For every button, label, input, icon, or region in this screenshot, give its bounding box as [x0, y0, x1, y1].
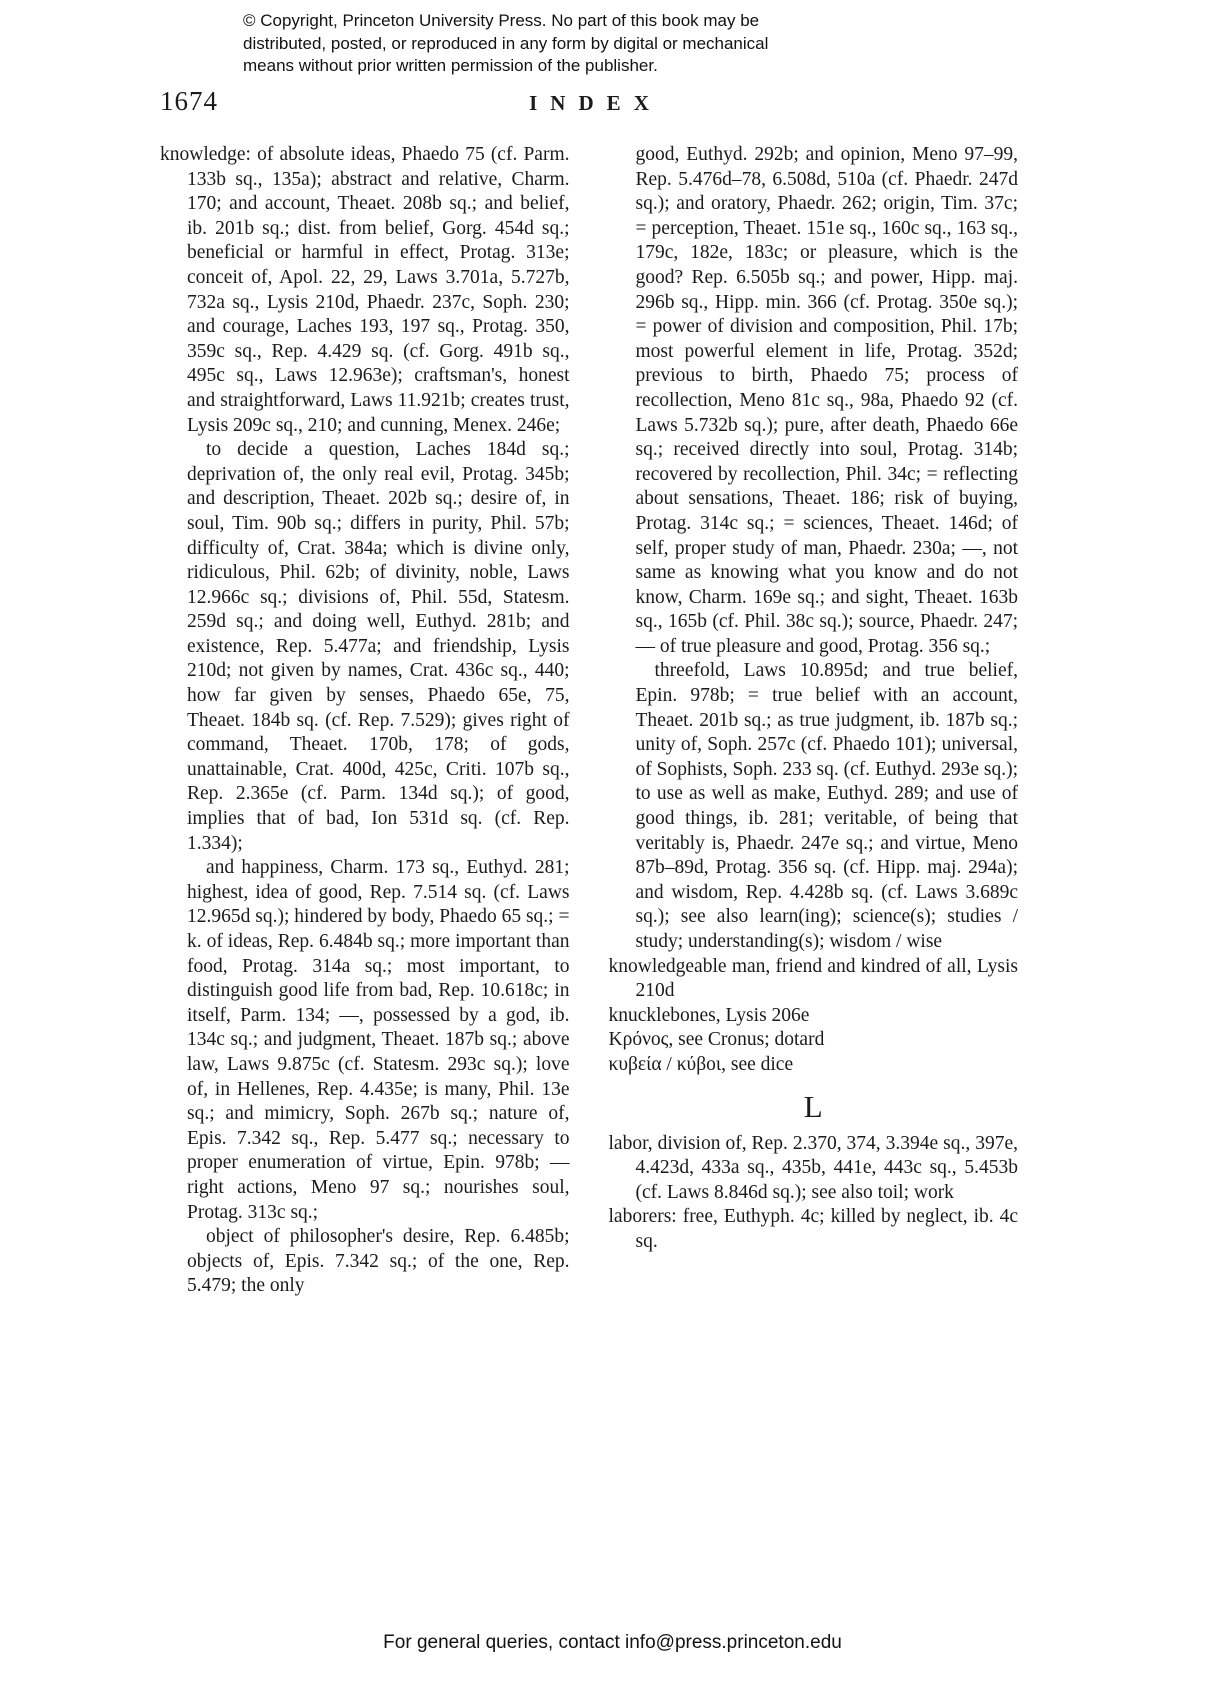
copyright-line: means without prior written permission of the publisher. [243, 56, 658, 75]
index-paragraph: and happiness, Charm. 173 sq., Euthyd. 281; highest, idea of good, Rep. 7.514 sq. (cf. Laws 12.965d sq.); hindered by body, Phaedo 65 sq.; = k. of ideas, Rep. 6.484b sq.; more important than food, Protag. 314a sq.; most important, to distinguish good life from bad, Rep. 10.618c; in itself, Parm. 134; —, possessed by a god, ib. 134c sq.; and judgment, Theaet. 187b sq.; above law, Laws 9.875c (cf. Statesm. 293c sq.); love of, in Hellenes, Rep. 4.435e; is many, Phil. 13e sq.; and mimicry, Soph. 267b sq.; nature of, Epis. 7.342 sq., Rep. 5.477 sq.; necessary to proper enumeration of virtue, Epin. 978b; — right actions, Meno 97 sq.; nourishes soul, Protag. 313c sq.; [187, 857, 570, 1223]
index-paragraph: Κρόνος, see Cronus; dotard [608, 1029, 825, 1051]
index-paragraph: κυβεία / κύβοι, see dice [608, 1053, 794, 1075]
index-paragraph: knowledgeable man, friend and kindred of all, Lysis 210d [608, 955, 1018, 1002]
index-columns [160, 143, 1018, 1299]
index-paragraph: laborers: free, Euthyph. 4c; killed by neglect, ib. 4c sq. [608, 1206, 1018, 1252]
copyright-line: © Copyright, Princeton University Press. No part of this book may be [243, 11, 760, 30]
page-header [160, 86, 1018, 126]
right-column [609, 143, 1019, 1299]
index-title: INDEX [529, 91, 662, 115]
index-paragraph: knucklebones, Lysis 206e [608, 1004, 810, 1026]
section-letter: L [803, 1088, 823, 1124]
index-paragraph: object of philosopher's desire, Rep. 6.485b; objects of, Epis. 7.342 sq.; of the one, Rep. 5.479; the only [187, 1226, 570, 1297]
left-column [160, 143, 570, 1299]
copyright-line: distributed, posted, or reproduced in any form by digital or mechanical [243, 33, 769, 53]
index-paragraph: threefold, Laws 10.895d; and true belief, Epin. 978b; = true belief with an account, Theaet. 201b sq.; as true judgment, ib. 187b sq.; unity of, Soph. 257c (cf. Phaedo 101); universal, of Sophists, Soph. 233 sq. (cf. Euthyd. 293e sq.); to use as well as make, Euthyd. 289; and use of good things, ib. 281; veritable, of being that veritably is, Phaedr. 247e sq.; and virtue, Meno 87b–89d, Protag. 356 sq. (cf. Hipp. maj. 294a); and wisdom, Rep. 4.428b sq. (cf. Laws 3.689c sq.); see also learn(ing); science(s); studies / study; understanding(s); wisdom / wise [635, 660, 1018, 952]
index-paragraph: good, Euthyd. 292b; and opinion, Meno 97–99, Rep. 5.476d–78, 6.508d, 510a (cf. Phaedr. 247d sq.); and oratory, Phaedr. 262; origin, Tim. 37c; = perception, Theaet. 151e sq., 160c sq., 163 sq., 179c, 182e, 183c; or pleasure, which is the good? Rep. 6.505b sq.; and power, Hipp. maj. 296b sq., Hipp. min. 366 (cf. Protag. 350e sq.); = power of division and composition, Phil. 17b; most powerful element in life, Protag. 352d; previous to birth, Phaedo 75; process of recollection, Meno 81c sq., 98a, Phaedo 92 (cf. Laws 5.732b sq.); pure, after death, Phaedo 66e sq.; received directly into soul, Protag. 314b; recovered by recollection, Phil. 34c; = reflecting about sensations, Theaet. 186; risk of buying, Protag. 314c sq.; = sciences, Theaet. 146d; of self, proper study of man, Phaedr. 230a; —, not same as knowing what you know and do not know, Charm. 169e sq.; and sight, Theaet. 163b sq., 165b (cf. Phil. 38c sq.); source, Phaedr. 247; — of true pleasure and good, Protag. 356 sq.; [635, 144, 1018, 657]
copyright-notice [243, 10, 903, 78]
footer-contact: For general queries, contact info@press.princeton.edu [383, 1632, 842, 1653]
index-paragraph: knowledge: of absolute ideas, Phaedo 75 (cf. Parm. 133b sq., 135a); abstract and relative, Charm. 170; and account, Theaet. 208b sq.; and belief, ib. 201b sq.; dist. from belief, Gorg. 454d sq.; beneficial or harmful in effect, Protag. 313e; conceit of, Apol. 22, 29, Laws 3.701a, 5.727b, 732a sq., Lysis 210d, Phaedr. 237c, Soph. 230; and courage, Laches 193, 197 sq., Protag. 350, 359c sq., Rep. 4.429 sq. (cf. Gorg. 491b sq., 495c sq., Laws 12.963e); craftsman's, honest and straightforward, Laws 11.921b; creates trust, Lysis 209c sq., 210; and cunning, Menex. 246e; [160, 144, 570, 436]
index-paragraph: to decide a question, Laches 184d sq.; deprivation of, the only real evil, Protag. 345b; and description, Theaet. 202b sq.; desire of, in soul, Tim. 90b sq.; differs in purity, Phil. 57b; difficulty of, Crat. 384a; which is divine only, ridiculous, Phil. 62b; of divinity, noble, Laws 12.966c sq.; divisions of, Phil. 55d, Statesm. 259d sq.; and doing well, Euthyd. 281b; and existence, Rep. 5.477a; and friendship, Lysis 210d; not given by names, Crat. 436c sq., 440; how far given by senses, Phaedo 65e, 75, Theaet. 184b sq. (cf. Rep. 7.529); gives right of command, Theaet. 170b, 178; of gods, unattainable, Crat. 400d, 425c, Criti. 107b sq., Rep. 2.365e (cf. Parm. 134d sq.); of good, implies that of bad, Ion 531d sq. (cf. Rep. 1.334); [187, 439, 570, 854]
page-number: 1674 [160, 86, 218, 116]
index-paragraph: labor, division of, Rep. 2.370, 374, 3.394e sq., 397e, 4.423d, 433a sq., 435b, 441e, 443c sq., 5.453b (cf. Laws 8.846d sq.); see also toil; work [608, 1132, 1018, 1203]
